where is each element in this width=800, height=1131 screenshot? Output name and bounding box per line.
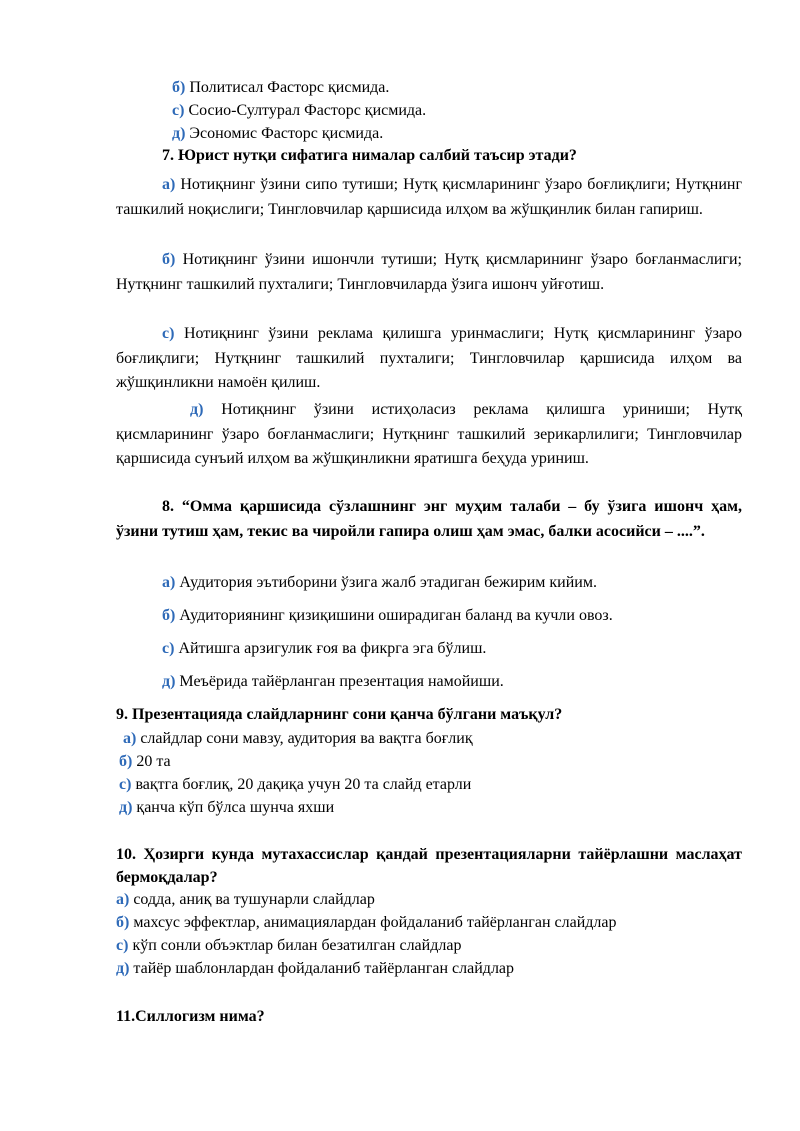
option-text: Нотиқнинг ўзини истиҳоласиз реклама қилишга уриниши; Нутқ қисмларининг ўзаро боғланмаслиги; Нутқнинг ташкилий зерикарлилиги; Тингловчилар қаршисида сунъий илҳом ва жўшқинликни яратишга беҳуда уриниш.	[116, 401, 743, 467]
q9-option-b	[119, 752, 171, 772]
option-letter: с)	[116, 937, 129, 954]
q7-option-d	[116, 398, 742, 472]
option-text: Аудиториянинг қизиқишини оширадиган баланд ва кучли овоз.	[179, 607, 613, 624]
option-text: Нотиқнинг ўзини реклама қилишга уринмаслиги; Нутқ қисмларининг ўзаро боғлиқлиги; Нутқнинг ташкилий пухталиги; Тингловчилар қаршисида илҳом ва жўшқинликни намоён қилиш.	[116, 325, 743, 391]
q9-option-d	[119, 798, 334, 818]
option-letter: а)	[116, 891, 130, 908]
option-d	[172, 124, 383, 144]
q7-option-c	[116, 322, 742, 396]
option-letter: а)	[162, 574, 176, 591]
option-text: Меъёрида тайёрланган презентация намойиши.	[179, 673, 504, 690]
question-11-title: 11.Силлогизм нима?	[116, 1008, 265, 1025]
option-letter: б)	[162, 251, 176, 268]
q7-option-a	[116, 173, 742, 222]
option-text: махсус эффектлар, анимациялардан фойдаланиб тайёрланган слайдлар	[133, 914, 617, 931]
option-text: тайёр шаблонлардан фойдаланиб тайёрланган слайдлар	[133, 960, 515, 977]
option-letter: с)	[162, 325, 175, 342]
option-text: Нотиқнинг ўзини сипо тутиши; Нутқ қисмларининг ўзаро боғлиқлиги; Нутқнинг ташкилий ноқислиги; Тингловчилар қаршисида илҳом ва жўшқинлик билан гапириш.	[116, 176, 743, 218]
option-letter: д)	[172, 125, 186, 142]
option-text: қанча кўп бўлса шунча яхши	[136, 799, 335, 816]
q10-option-b	[116, 913, 617, 933]
q8-option-c	[162, 639, 486, 659]
q10-option-d	[116, 959, 514, 979]
q10-option-c	[116, 936, 461, 956]
option-letter: д)	[162, 673, 176, 690]
option-text: Нотиқнинг ўзини ишончли тутиши; Нутқ қисмларининг ўзаро боғланмаслиги; Нутқнинг ташкилий пухталиги; Тингловчиларда ўзига ишонч уйғотиш.	[116, 251, 743, 293]
option-c	[172, 101, 426, 121]
question-7-title: 7. Юрист нутқи сифатига нималар салбий таъсир этади?	[162, 147, 577, 164]
q8-option-d	[162, 672, 504, 692]
option-text: 20 та	[136, 753, 171, 770]
option-letter: с)	[172, 102, 185, 119]
option-text: Айтишга арзигулик ғоя ва фикрга эга бўлиш.	[178, 640, 487, 657]
option-letter: б)	[172, 79, 186, 96]
q9-option-a	[123, 729, 473, 749]
q10-option-a	[116, 890, 375, 910]
q9-option-c	[119, 775, 471, 795]
option-letter: б)	[119, 753, 133, 770]
option-text: слайдлар сони мавзу, аудитория ва вақтга боғлиқ	[140, 730, 473, 747]
option-text: кўп сонли объэктлар билан безатилган слайдлар	[132, 937, 462, 954]
option-text: Сосио-Султурал Фасторс қисмида.	[188, 102, 427, 119]
option-letter: д)	[119, 799, 133, 816]
option-letter: а)	[123, 730, 137, 747]
option-letter: д)	[190, 401, 204, 418]
option-text: вақтга боғлиқ, 20 дақиқа учун 20 та слайд етарли	[135, 776, 472, 793]
q8-option-b	[162, 606, 613, 626]
option-letter: б)	[162, 607, 176, 624]
option-letter: б)	[116, 914, 130, 931]
option-letter: с)	[162, 640, 175, 657]
option-b	[172, 78, 389, 98]
option-letter: а)	[162, 176, 176, 193]
option-text: Эсономис Фасторс қисмида.	[189, 125, 384, 142]
question-10-title: 10. Ҳозирги кунда мутахассислар қандай презентацияларни тайёрлашни маслаҳат бермоқдалар?	[116, 846, 742, 886]
q8-option-a	[162, 573, 597, 593]
option-text: Политисал Фасторс қисмида.	[189, 79, 390, 96]
option-text: Аудитория эътиборини ўзига жалб этадиган бежирим кийим.	[179, 574, 597, 591]
q7-option-b	[116, 248, 742, 297]
option-letter: с)	[119, 776, 132, 793]
option-text: содда, аниқ ва тушунарли слайдлар	[133, 891, 375, 908]
question-9-title: 9. Презентацияда слайдларнинг сони қанча бўлгани маъқул?	[116, 706, 563, 723]
option-letter: д)	[116, 960, 130, 977]
question-8-title: 8. “Омма қаршисида сўзлашнинг энг муҳим талаби – бу ўзига ишонч ҳам, ўзини тутиш ҳам, текис ва чиройли гапира олиш ҳам эмас, балки асосийси – ....”.	[116, 498, 742, 540]
